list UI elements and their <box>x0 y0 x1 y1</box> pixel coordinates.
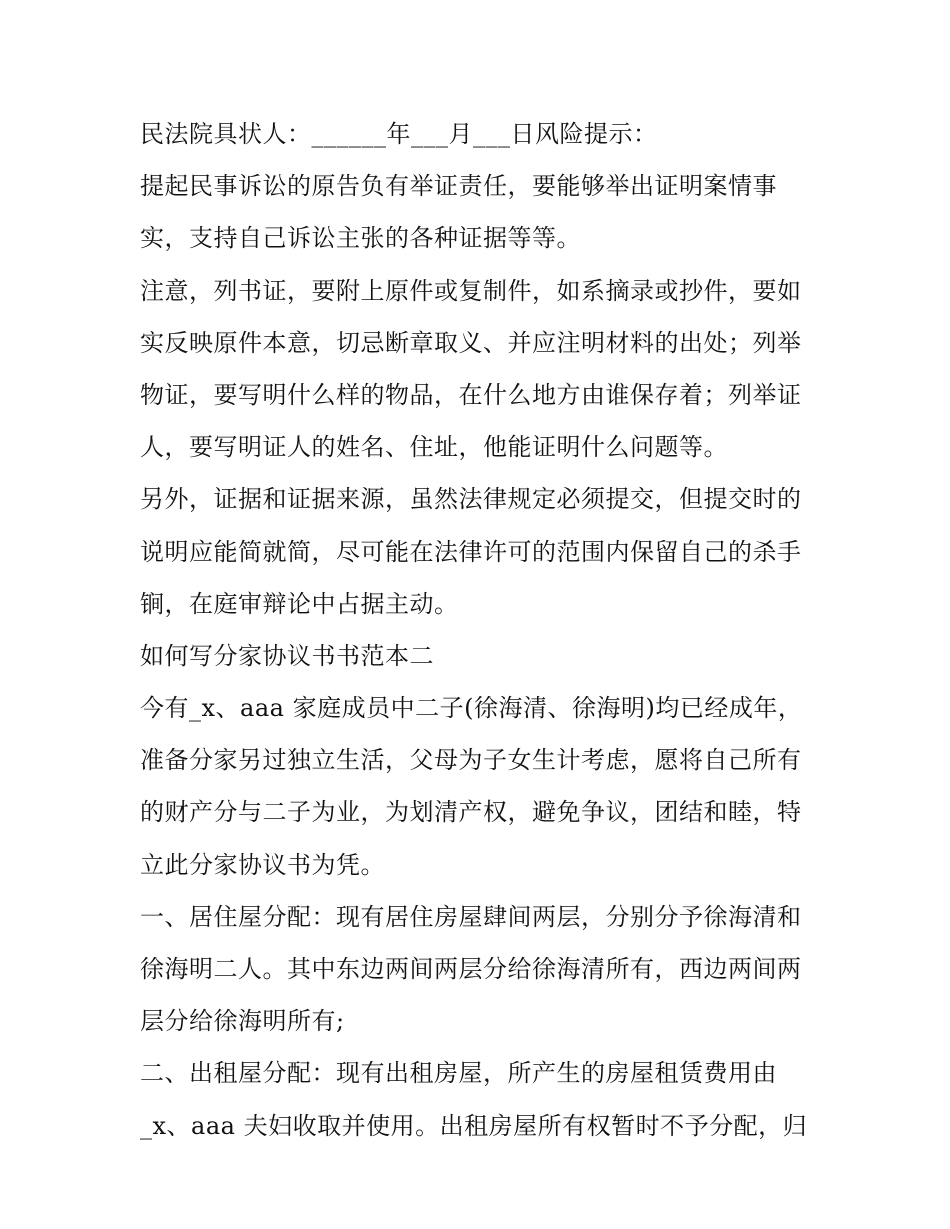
text-line: 实，支持自己诉讼主张的各种证据等等。 <box>140 224 581 253</box>
text-line: 人，要写明证人的姓名、住址，他能证明什么问题等。 <box>140 433 728 462</box>
text-line: 层分给徐海明所有; <box>140 1007 345 1036</box>
document-body <box>140 108 830 1152</box>
text-line: 实反映原件本意，切忌断章取义、并应注明材料的出处；列举 <box>140 328 802 357</box>
text-line: 徐海明二人。其中东边两间两层分给徐海清所有，西边两间两 <box>140 955 802 983</box>
text-line: 说明应能简就简，尽可能在法律许可的范围内保留自己的杀手 <box>140 537 802 566</box>
text-line: 今有_x、aaa 家庭成员中二子(徐海清、徐海明)均已经成年， <box>140 694 803 723</box>
section-heading: 如何写分家协议书书范本二 <box>140 641 434 670</box>
text-line: 一、居住屋分配：现有居住房屋肆间两层，分别分予徐海清和 <box>140 902 802 931</box>
text-line: 锏，在庭审辩论中占据主动。 <box>140 589 459 618</box>
text-line: _x、aaa 夫妇收取并使用。出租房屋所有权暂时不予分配，归 <box>140 1111 808 1140</box>
text-line: 立此分家协议书为凭。 <box>140 850 385 879</box>
text-line: 的财产分与二子为业，为划清产权，避免争议，团结和睦，特 <box>140 798 802 827</box>
text-line: 准备分家另过独立生活，父母为子女生计考虑，愿将自己所有 <box>140 746 802 775</box>
text-line: 提起民事诉讼的原告负有举证责任，要能够举出证明案情事 <box>140 172 777 201</box>
text-line: 物证，要写明什么样的物品，在什么地方由谁保存着；列举证 <box>140 380 802 409</box>
text-line: 注意，列书证，要附上原件或复制件，如系摘录或抄件，要如 <box>140 276 802 305</box>
text-line: 二、出租屋分配：现有出租房屋，所产生的房屋租赁费用由 <box>140 1059 777 1088</box>
text-line: 另外，证据和证据来源，虽然法律规定必须提交，但提交时的 <box>140 485 802 514</box>
text-line: 民法院具状人：______年___月___日风险提示： <box>140 120 658 148</box>
